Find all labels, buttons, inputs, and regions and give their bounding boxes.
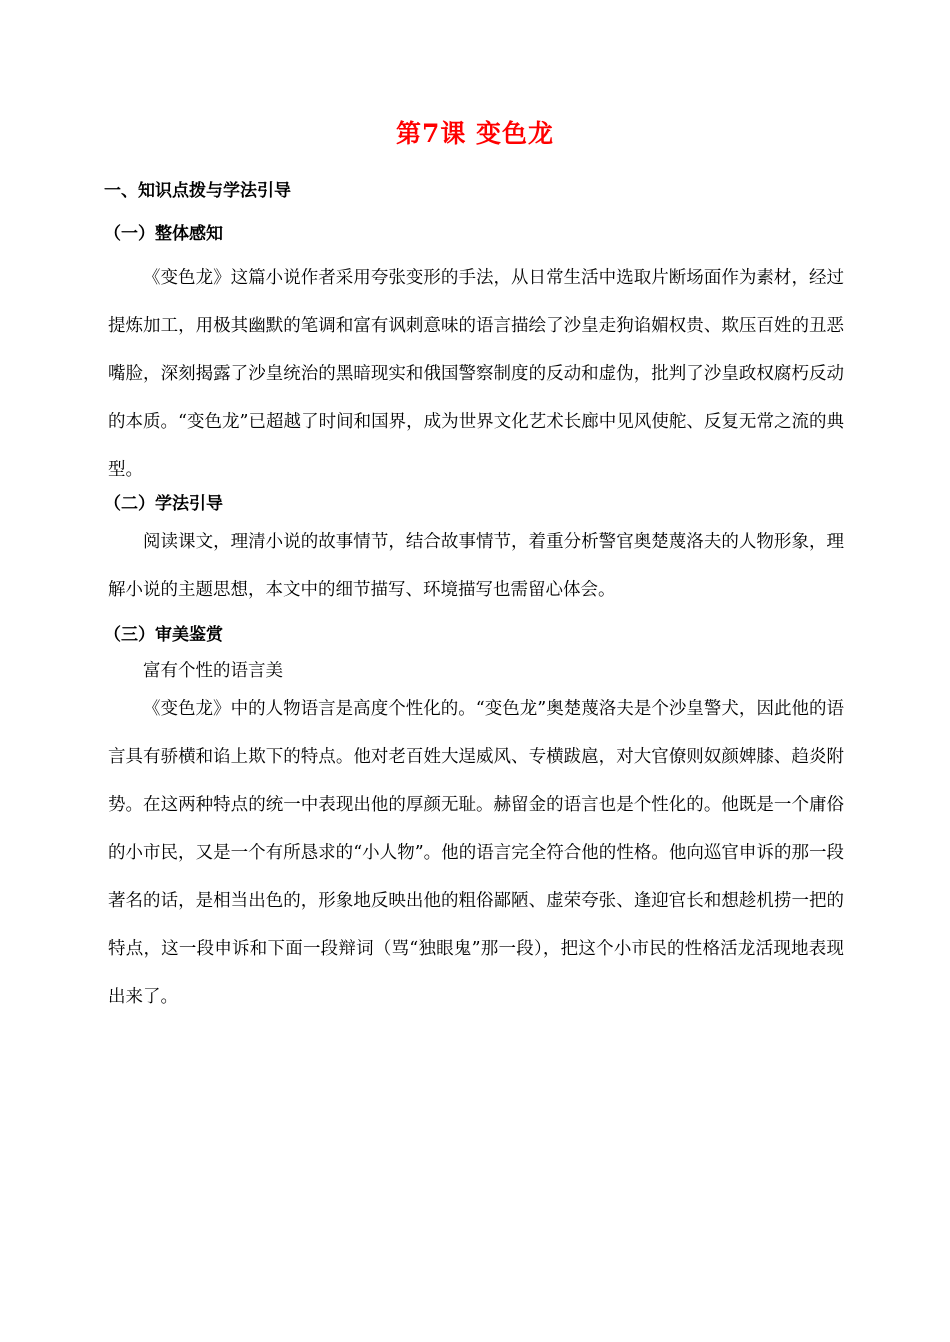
- paragraph-overall: 《变色龙》这篇小说作者采用夸张变形的手法，从日常生活中选取片断场面作为素材，经过提炼加工，用极其幽默的笔调和富有讽刺意味的语言描绘了沙皇走狗谄媚权贵、欺压百姓的丑恶嘴脸，深刻揭露了沙皇统治的黑暗现实和俄国警察制度的反动和虚伪，批判了沙皇政权腐朽反动的本质。“变色龙”已超越了时间和国界，成为世界文化艺术长廊中见风使舵、反复无常之流的典型。: [108, 268, 844, 480]
- subsection-heading-aesthetic: （三）审美鉴赏: [104, 625, 223, 645]
- paragraph-method: 阅读课文，理清小说的故事情节，结合故事情节，着重分析警官奥楚蔑洛夫的人物形象，理解小说的主题思想，本文中的细节描写、环境描写也需留心体会。: [108, 532, 844, 600]
- page-title: 第7课 变色龙: [395, 119, 555, 148]
- subsection-heading-overall: （一）整体感知: [104, 224, 223, 244]
- aesthetic-subtitle: 富有个性的语言美: [143, 661, 283, 681]
- subsection-heading-method: （二）学法引导: [104, 494, 223, 514]
- section-heading-knowledge: 一、知识点拨与学法引导: [104, 181, 291, 201]
- paragraph-aesthetic: 《变色龙》中的人物语言是高度个性化的。“变色龙”奥楚蔑洛夫是个沙皇警犬，因此他的语言具有骄横和谄上欺下的特点。他对老百姓大逞威风、专横跋扈，对大官僚则奴颜婢膝、趋炎附势。在这两种特点的统一中表现出他的厚颜无耻。赫留金的语言也是个性化的。他既是一个庸俗的小市民，又是一个有所恳求的“小人物”。他的语言完全符合他的性格。他向巡官申诉的那一段著名的话，是相当出色的，形象地反映出他的粗俗鄙陋、虚荣夸张、逢迎官长和想趁机捞一把的特点，这一段申诉和下面一段辩词（骂“独眼鬼”那一段），把这个小市民的性格活龙活现地表现出来了。: [108, 699, 844, 1007]
